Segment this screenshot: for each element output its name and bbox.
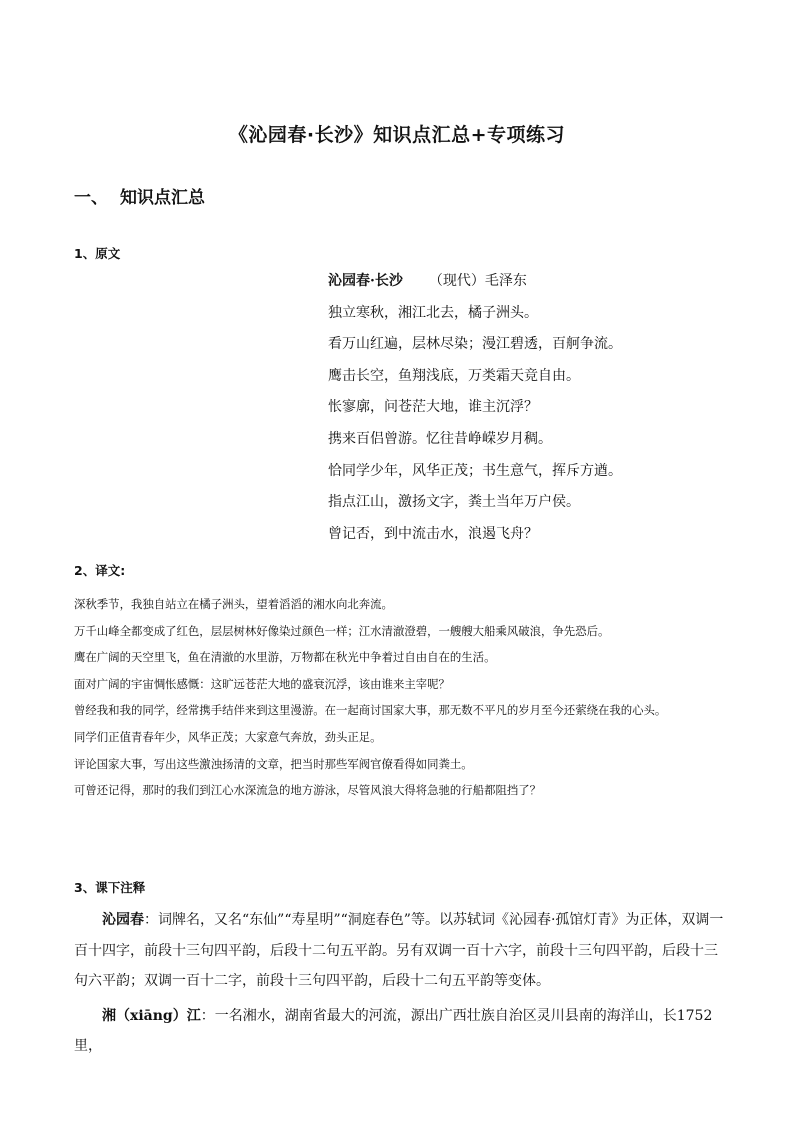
poem-line: 看万山红遍，层林尽染；漫江碧透，百舸争流。 (328, 336, 622, 353)
note-entry (74, 1001, 730, 1062)
translation-paragraph: 万千山峰全都变成了红色，层层树林好像染过颜色一样；江水清澈澄碧，一艘艘大船乘风破浪，争先恐后。 (74, 623, 610, 638)
subheading-translation: 2、译文: (74, 563, 126, 578)
note-entry (74, 905, 730, 997)
note-text: ：一名湘水，湖南省最大的河流，源出广西壮族自治区灵川县南的海洋山，长1752里， (74, 1007, 713, 1054)
poem-block (328, 270, 622, 554)
note-term: 沁园春 (102, 912, 144, 928)
poem-header (328, 270, 622, 302)
poem-line: 曾记否，到中流击水，浪遏飞舟？ (328, 525, 538, 542)
note-term: 湘（xiāng）江 (102, 1007, 201, 1024)
translation-paragraph: 深秋季节，我独自站立在橘子洲头，望着滔滔的湘水向北奔流。 (74, 597, 393, 611)
poem-line: 指点江山，激扬文字，粪土当年万户侯。 (328, 494, 580, 511)
translation-paragraph: 曾经我和我的同学，经常携手结伴来到这里漫游。在一起商讨国家大事，那无数不平凡的岁月至今还萦绕在我的心头。 (74, 703, 667, 718)
section-label: 知识点汇总 (120, 188, 205, 208)
note-text: ：词牌名，又名“东仙”“寿星明”“洞庭春色”等。以苏轼词《沁园春·孤馆灯青》为正体，双调一百十四字，前段十三句四平韵，后段十二句五平韵。另有双调一百十六字，前段十三句四平韵，后段十三句六平韵；双调一百十二字，前段十三句四平韵，后段十二句五平韵等变体。 (74, 912, 724, 989)
section-heading-1 (74, 183, 205, 208)
notes-block (74, 905, 730, 1066)
translation-paragraph: 鹰在广阔的天空里飞，鱼在清澈的水里游，万物都在秋光中争着过自由自在的生活。 (74, 650, 496, 665)
poem-line: 鹰击长空，鱼翔浅底，万类霜天竞自由。 (328, 367, 580, 384)
poem-line: 独立寒秋，湘江北去，橘子洲头。 (328, 304, 538, 321)
translation-paragraph: 同学们正值青春年少，风华正茂；大家意气奔放，劲头正足。 (74, 729, 382, 744)
translation-paragraph: 评论国家大事，写出这些激浊扬清的文章，把当时那些军阀官僚看得如同粪土。 (74, 756, 473, 771)
translation-paragraph: 可曾还记得，那时的我们到江心水深流急的地方游泳，尽管风浪大得将急驰的行船都阻挡了？ (74, 783, 542, 798)
poem-line: 携来百侣曾游。忆往昔峥嵘岁月稠。 (328, 430, 552, 447)
page-title: 《沁园春·长沙》知识点汇总+专项练习 (228, 124, 566, 146)
subheading-original-text: 1、原文 (74, 246, 121, 261)
poem-author: （现代）毛泽东 (428, 273, 527, 289)
poem-line: 怅寥廓，问苍茫大地，谁主沉浮？ (328, 399, 538, 416)
translation-paragraph: 面对广阔的宇宙惆怅感慨：这旷远苍茫大地的盛衰沉浮，该由谁来主宰呢？ (74, 676, 450, 691)
poem-line: 恰同学少年，风华正茂；书生意气，挥斥方遒。 (328, 462, 622, 479)
section-number: 一、 (74, 188, 108, 208)
translation-block (74, 591, 734, 804)
subheading-notes: 3、课下注释 (74, 880, 146, 895)
poem-title: 沁园春·长沙 (328, 273, 403, 289)
